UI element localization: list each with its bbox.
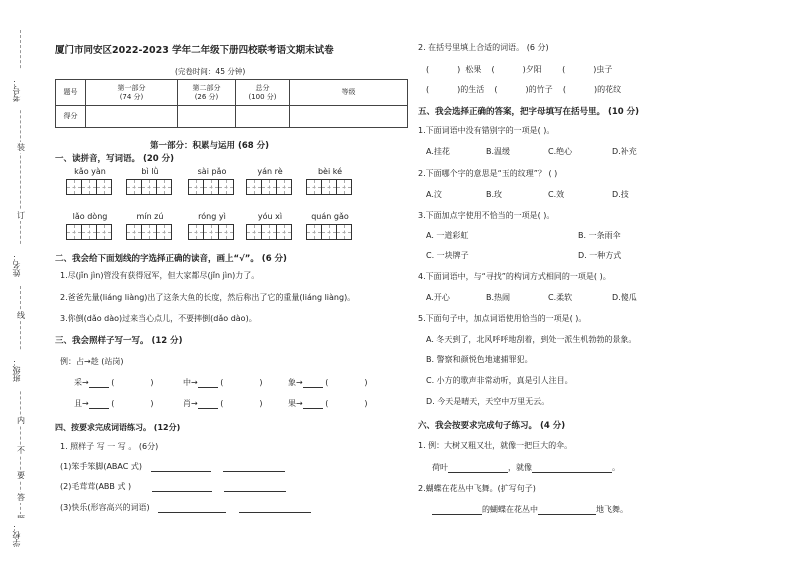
q6-fill-text: 地飞舞。 (596, 505, 628, 514)
q4b-word: 虫子 (596, 65, 613, 74)
q5-option[interactable]: A. 冬天到了，北风呼呼地刮着，到处一派生机勃勃的景象。 (426, 335, 637, 344)
tianzi-box-5[interactable] (306, 179, 351, 195)
class-label: 班级： (12, 350, 30, 390)
part2-points: (26 分) (194, 92, 219, 101)
q5-option[interactable]: A.挂花 (426, 147, 450, 156)
cut-char: 装 (14, 142, 28, 153)
score-row-label: 得分 (56, 106, 86, 128)
q2-title: 二、我会给下面划线的字选择正确的读音，画上“√”。 (6 分) (55, 254, 287, 264)
cut-char: 不 (14, 445, 28, 456)
score-cell-total[interactable] (236, 106, 290, 128)
q3-item-label: 果→ (288, 399, 303, 408)
pinyin-9: yóu xì (257, 212, 283, 221)
answer-blank[interactable] (448, 472, 508, 473)
q5-option[interactable]: D.傻瓜 (612, 293, 637, 302)
total-points: (100 分) (248, 92, 277, 101)
q4b-title: 2. 在括号里填上合适的词语。 (6 分) (418, 43, 549, 52)
q3-title: 三、我会照样子写一写。 (12 分) (55, 336, 183, 346)
pinyin-8: róng yì (198, 212, 226, 221)
q6-sentence-2: 2.蝴蝶在花丛中飞舞。(扩写句子) (418, 484, 536, 493)
q5-question-3: 3.下面加点字使用不恰当的一项是( )。 (418, 211, 555, 220)
cut-char: 要 (14, 470, 28, 481)
q5-option[interactable]: D. 今天是晴天，天空中万里无云。 (426, 397, 550, 406)
tianzi-box-7[interactable] (126, 224, 171, 240)
pinyin-5: bèi ké (317, 167, 343, 176)
q6-fill-text: 的蝴蝶在花丛中 (482, 505, 538, 514)
q5-question-1: 1.下面词语中没有错别字的一项是( )。 (418, 126, 555, 135)
q3-item-1: 采→ ( ) (74, 378, 154, 387)
answer-blank[interactable] (89, 408, 109, 409)
q5-option[interactable]: B.温缓 (486, 147, 511, 156)
pinyin-7: mín zú (136, 212, 164, 221)
q3-item-label: 中→ (183, 378, 198, 387)
answer-blank[interactable] (303, 387, 323, 388)
pinyin-1: kǎo yàn (74, 167, 106, 176)
q4-item-2 (60, 481, 286, 492)
q5-question-4: 4.下面词语中，与“寻找”的构词方式相同的一项是( )。 (418, 272, 611, 281)
tianzi-box-9[interactable] (246, 224, 291, 240)
q4-item-label: (3)快乐(形容高兴的词语) (60, 503, 150, 512)
answer-blank[interactable] (303, 408, 323, 409)
q6-fill-text: 荷叶 (432, 463, 448, 472)
answer-blank[interactable] (538, 514, 596, 515)
tianzi-box-8[interactable] (188, 224, 233, 240)
score-header-grade: 等级 (290, 80, 408, 106)
q4b-word: 松果 (465, 65, 482, 74)
q5-option[interactable]: C.效 (548, 190, 565, 199)
part1-label: 第一部分 (117, 83, 146, 92)
q5-option[interactable]: C. 一块牌子 (426, 251, 469, 260)
q6-fill-text: ，就像 (508, 463, 532, 472)
answer-blank[interactable] (239, 512, 311, 513)
cut-char: 订 (14, 210, 28, 221)
exam-title: 厦门市同安区2022-2023 学年二年级下册四校联考语文期末试卷 (55, 45, 334, 56)
q5-option[interactable]: A.开心 (426, 293, 450, 302)
part1-title: 第一部分：积累与运用 (68 分) (150, 141, 270, 151)
q3-item-label: 且→ (74, 399, 89, 408)
q5-option[interactable]: C. 小方的歌声非常动听，真是引人注目。 (426, 376, 573, 385)
cut-char: 内 (14, 415, 28, 426)
pinyin-10: quán gǎo (311, 212, 349, 221)
q3-item-label: 象→ (288, 378, 303, 387)
q5-option[interactable]: B. 一条雨伞 (578, 231, 621, 240)
q3-item-label: 采→ (74, 378, 89, 387)
q3-item-label: 肖→ (183, 399, 198, 408)
q5-option[interactable]: D.补充 (612, 147, 637, 156)
q6-title: 六、我会按要求完成句子练习。 (4 分) (418, 421, 566, 431)
tianzi-box-1[interactable] (66, 179, 111, 195)
q4b-row-1: ( ) 松果 ( )夕阳 ( )虫子 (426, 65, 613, 74)
answer-blank[interactable] (224, 491, 286, 492)
answer-blank[interactable] (223, 471, 285, 472)
score-cell-grade[interactable] (290, 106, 408, 128)
q4b-row-2: ( )的生活 ( )的竹子 ( )的花纹 (426, 85, 622, 94)
q4-sub: 1. 照样子 写 一 写 。 (6分) (60, 442, 159, 451)
name-label: 姓名： (12, 245, 30, 285)
score-header-total (236, 80, 290, 106)
score-cell-part1[interactable] (86, 106, 178, 128)
q4-item-3 (60, 502, 311, 513)
school-label: 学校： (12, 518, 30, 552)
q6-fill-1 (432, 462, 620, 473)
cut-char: 答 (14, 492, 28, 503)
score-header-part1 (86, 80, 178, 106)
q5-option[interactable]: A. 一道彩虹 (426, 231, 469, 240)
q4b-word: 的花纹 (597, 85, 622, 94)
q2-sentence-3: 3.你倒(dǎo dào)过来当心点儿，不要摔倒(dǎo dào)。 (60, 314, 257, 323)
score-header-number: 题号 (56, 80, 86, 106)
answer-blank[interactable] (151, 471, 211, 472)
answer-blank[interactable] (158, 512, 226, 513)
score-header-part2 (178, 80, 236, 106)
q5-question-2: 2.下面哪个字的意思是“玉的纹理”？ ( ) (418, 169, 558, 178)
q5-option[interactable]: B. 警察和颜悦色地逮捕罪犯。 (426, 355, 533, 364)
cut-char: 线 (14, 310, 28, 321)
q5-option[interactable]: D.技 (612, 190, 629, 199)
answer-blank[interactable] (198, 387, 218, 388)
tianzi-box-4[interactable] (246, 179, 291, 195)
q1-title: 一、读拼音，写词语。 (20 分) (55, 154, 175, 164)
q5-option[interactable]: C.柔软 (548, 293, 573, 302)
binding-strip (10, 30, 32, 550)
score-table (55, 79, 408, 128)
pinyin-4: yán rè (257, 167, 283, 176)
q3-item-6: 果→ ( ) (288, 399, 368, 408)
q6-example: 1. 例：大树又粗又壮，就像一把巨大的伞。 (418, 441, 573, 450)
total-label: 总分 (255, 83, 270, 92)
q4b-word: 夕阳 (525, 65, 542, 74)
part2-label: 第二部分 (192, 83, 221, 92)
pinyin-6: lǎo dòng (72, 212, 108, 221)
q3-example: 例：占→趁 (站岗) (60, 357, 124, 366)
q3-item-2: 中→ ( ) (183, 378, 263, 387)
q5-option[interactable]: D. 一种方式 (578, 251, 622, 260)
q2-sentence-2: 2.爸爸先量(liáng liàng)出了这条大鱼的长度，然后称出了它的重量(liáng liàng)。 (60, 293, 356, 302)
tianzi-box-6[interactable] (66, 224, 111, 240)
q4-item-1 (60, 461, 285, 472)
q6-fill-2 (432, 504, 628, 515)
tianzi-box-2[interactable] (126, 179, 171, 195)
q5-option[interactable]: C.绝心 (548, 147, 573, 156)
answer-blank[interactable] (152, 491, 212, 492)
tianzi-box-10[interactable] (306, 224, 351, 240)
q5-option[interactable]: B.热闹 (486, 293, 511, 302)
q4-item-label: (1)笨手笨脚(ABAC 式) (60, 462, 142, 471)
q4b-word: 的竹子 (528, 85, 553, 94)
score-cell-part2[interactable] (178, 106, 236, 128)
q5-option[interactable]: A.汶 (426, 190, 442, 199)
part1-points: (74 分) (119, 92, 144, 101)
q3-item-5: 肖→ ( ) (183, 399, 263, 408)
q5-title: 五、我会选择正确的答案，把字母填写在括号里。 (10 分) (418, 107, 640, 117)
q5-option[interactable]: B.玫 (486, 190, 503, 199)
q4-item-label: (2)毛茸茸(ABB 式 ) (60, 482, 132, 491)
q4b-word: 的生活 (460, 85, 485, 94)
answer-blank[interactable] (432, 514, 482, 515)
answer-blank[interactable] (89, 387, 109, 388)
q3-item-4: 且→ ( ) (74, 399, 154, 408)
q5-question-5: 5.下面句子中，加点词语使用恰当的一项是( )。 (418, 314, 587, 323)
answer-blank[interactable] (532, 472, 612, 473)
pinyin-3: sài pǎo (197, 167, 227, 176)
pinyin-2: bì lǜ (141, 167, 159, 176)
q6-fill-text: 。 (612, 463, 620, 472)
exam-number-label: 考号： (12, 70, 30, 110)
exam-time: (完卷时间：45 分钟) (175, 67, 246, 76)
q4-title: 四、按要求完成词语练习。 (12分) (55, 423, 181, 432)
q2-sentence-1: 1.尽(jǐn jìn)管没有获得冠军，但大家都尽(jǐn jìn)力了。 (60, 271, 260, 280)
q3-item-3: 象→ ( ) (288, 378, 368, 387)
answer-blank[interactable] (198, 408, 218, 409)
tianzi-box-3[interactable] (188, 179, 233, 195)
